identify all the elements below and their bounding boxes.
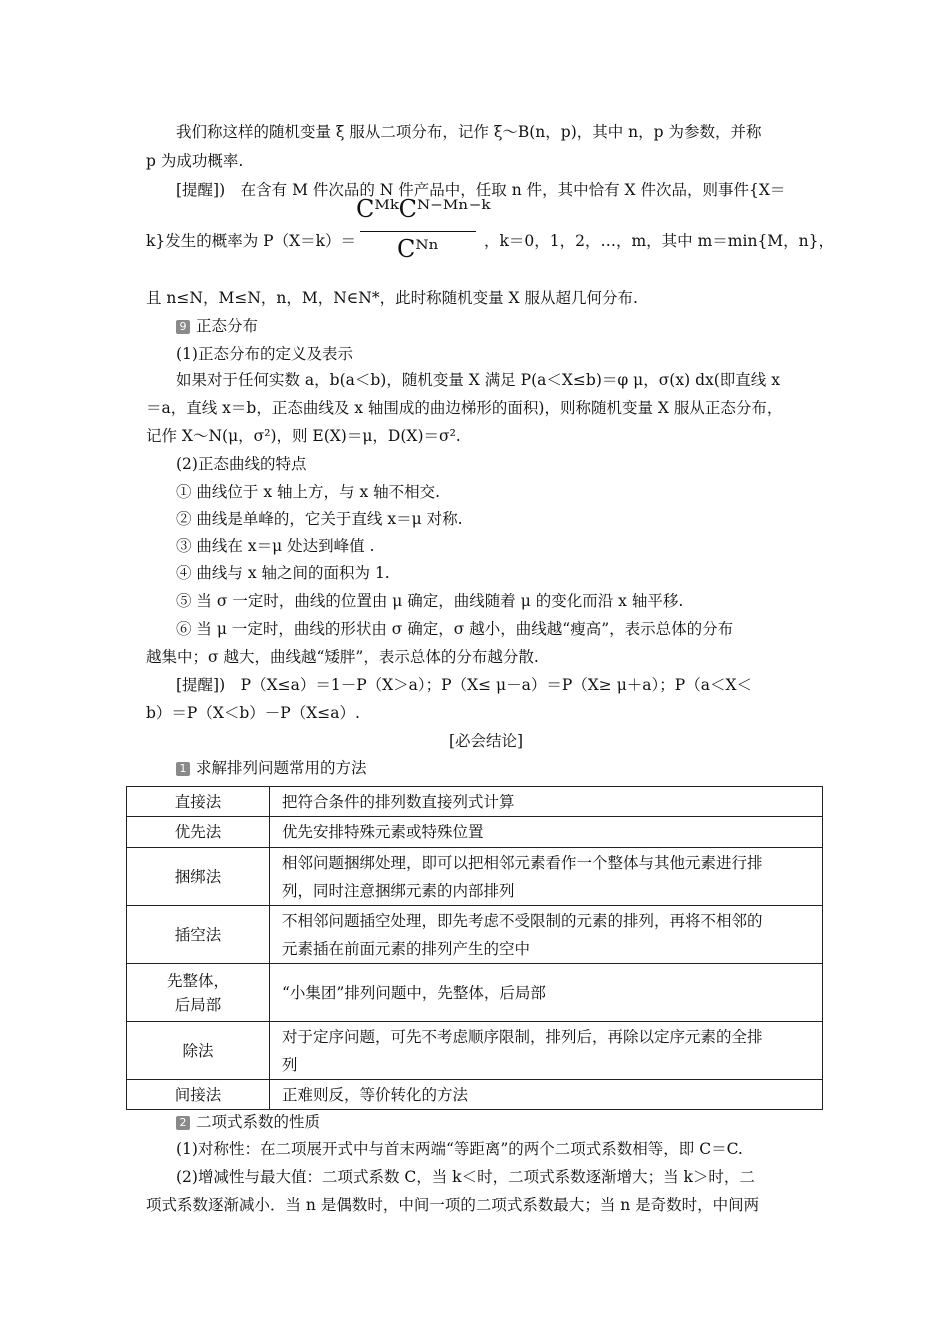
section-permutation-methods bbox=[176, 757, 367, 779]
method-name: 间接法 bbox=[127, 1080, 270, 1110]
binomial-monotonicity-line1: (2)增减性与最大值：二项式系数 C，当 k＜时，二项式系数逐渐增大；当 k＞时，二 bbox=[176, 1168, 755, 1186]
hypergeometric-formula bbox=[356, 194, 491, 280]
description-line: 列 bbox=[282, 1055, 298, 1074]
normal-property-5: ⑤ 当 σ 一定时，曲线的位置由 μ 确定，曲线随着 μ 的变化而沿 x 轴平移. bbox=[176, 592, 684, 610]
method-description bbox=[270, 906, 823, 964]
hypergeometric-conditions: 且 n≤N，M≤N，n，M，N∈N*，此时称随机变量 X 服从超几何分布. bbox=[146, 289, 638, 307]
binomial-symmetry: (1)对称性：在二项展开式中与首末两端“等距离”的两个二项式系数相等，即 C＝C. bbox=[176, 1140, 743, 1158]
normal-definition-line2: ＝a，直线 x＝b，正态曲线及 x 轴围成的曲边梯形的面积)，则称随机变量 X 服从正态分布， bbox=[146, 399, 783, 417]
section-title: 二项式系数的性质 bbox=[196, 1113, 321, 1131]
method-description: 把符合条件的排列数直接列式计算 bbox=[270, 787, 823, 817]
section-title: 正态分布 bbox=[196, 317, 259, 335]
conclusion-heading: [必会结论] bbox=[448, 732, 524, 750]
table-row bbox=[127, 906, 823, 964]
table-row bbox=[127, 787, 823, 817]
normal-subheading-2: (2)正态曲线的特点 bbox=[176, 455, 307, 473]
method-description bbox=[270, 1022, 823, 1080]
table-row bbox=[127, 964, 823, 1022]
section-number-badge: 1 bbox=[176, 762, 190, 776]
description-line: 相邻问题捆绑处理，即可以把相邻元素看作一个整体与其他元素进行排 bbox=[282, 853, 763, 872]
table-row bbox=[127, 848, 823, 906]
method-name: 直接法 bbox=[127, 787, 270, 817]
method-name: 优先法 bbox=[127, 817, 270, 848]
formula-numerator: CᴹᵏCᴺ⁻ᴹⁿ⁻ᵏ bbox=[356, 195, 491, 223]
description-line: 不相邻问题插空处理，即先考虑不受限制的元素的排列，再将不相邻的 bbox=[282, 911, 763, 930]
method-description: 优先安排特殊元素或特殊位置 bbox=[270, 817, 823, 848]
section-number-badge: 2 bbox=[176, 1116, 190, 1130]
hypergeometric-range: ，k＝0，1，2，…，m，其中 m＝min{M，n}， bbox=[484, 232, 835, 250]
permutation-methods-table bbox=[126, 786, 823, 1110]
hypergeometric-prob-label: k}发生的概率为 P（X＝k）＝ bbox=[146, 232, 357, 250]
section-normal-distribution bbox=[176, 315, 258, 337]
fraction-bar bbox=[360, 231, 476, 232]
description-line: 元素插在前面元素的排列产生的空中 bbox=[282, 939, 531, 958]
normal-definition-line3: 记作 X～N(μ，σ²)，则 E(X)＝μ，D(X)＝σ². bbox=[146, 427, 461, 445]
method-description: “小集团”排列问题中，先整体，后局部 bbox=[270, 964, 823, 1022]
section-title: 求解排列问题常用的方法 bbox=[196, 759, 367, 777]
binomial-definition-line2: p 为成功概率. bbox=[146, 152, 244, 170]
normal-property-1: ① 曲线位于 x 轴上方，与 x 轴不相交. bbox=[176, 483, 441, 501]
method-name: 插空法 bbox=[127, 906, 270, 964]
description-line: 列，同时注意捆绑元素的内部排列 bbox=[282, 881, 515, 900]
binomial-monotonicity-line2: 项式系数逐渐减小．当 n 是偶数时，中间一项的二项式系数最大；当 n 是奇数时，中间两 bbox=[146, 1196, 760, 1214]
normal-property-6-cont: 越集中；σ 越大，曲线越“矮胖”，表示总体的分布越分散. bbox=[146, 648, 539, 666]
method-name bbox=[127, 964, 270, 1022]
normal-property-4: ④ 曲线与 x 轴之间的面积为 1. bbox=[176, 564, 390, 582]
section-number-badge: 9 bbox=[176, 320, 190, 334]
hypergeometric-tip-line1: [提醒]) 在含有 M 件次品的 N 件产品中，任取 n 件，其中恰有 X 件次品，则事件{X＝ bbox=[176, 181, 786, 199]
description-line: 对于定序问题，可先不考虑顺序限制，排列后，再除以定序元素的全排 bbox=[282, 1027, 763, 1046]
normal-property-3: ③ 曲线在 x＝μ 处达到峰值 . bbox=[176, 537, 375, 555]
table-row bbox=[127, 1022, 823, 1080]
method-name-line: 后局部 bbox=[174, 995, 222, 1014]
binomial-definition-line1: 我们称这样的随机变量 ξ 服从二项分布，记作 ξ～B(n，p)，其中 n，p 为参数，并称 bbox=[176, 123, 762, 141]
method-description: 正难则反，等价转化的方法 bbox=[270, 1080, 823, 1110]
normal-definition-line1: 如果对于任何实数 a，b(a＜b)，随机变量 X 满足 P(a＜X≤b)＝φ μ，σ(x) dx(即直线 x bbox=[176, 371, 780, 389]
table-row bbox=[127, 817, 823, 848]
section-binomial-coefficients bbox=[176, 1111, 320, 1133]
method-name: 捆绑法 bbox=[127, 848, 270, 906]
normal-property-6: ⑥ 当 μ 一定时，曲线的形状由 σ 确定，σ 越小，曲线越“瘦高”，表示总体的分布 bbox=[176, 620, 734, 638]
normal-tip-line2: b）＝P（X＜b）－P（X≤a）. bbox=[146, 704, 360, 722]
normal-tip-line1: [提醒]) P（X≤a）＝1－P（X＞a）；P（X≤ μ－a）＝P（X≥ μ＋a）；P（a＜X＜ bbox=[176, 676, 752, 694]
method-name: 除法 bbox=[127, 1022, 270, 1080]
method-description bbox=[270, 848, 823, 906]
normal-property-2: ② 曲线是单峰的，它关于直线 x＝μ 对称. bbox=[176, 510, 463, 528]
normal-subheading-1: (1)正态分布的定义及表示 bbox=[176, 345, 353, 363]
formula-denominator: Cᴺⁿ bbox=[397, 235, 439, 263]
table-row bbox=[127, 1080, 823, 1110]
method-name-line: 先整体， bbox=[166, 971, 229, 990]
